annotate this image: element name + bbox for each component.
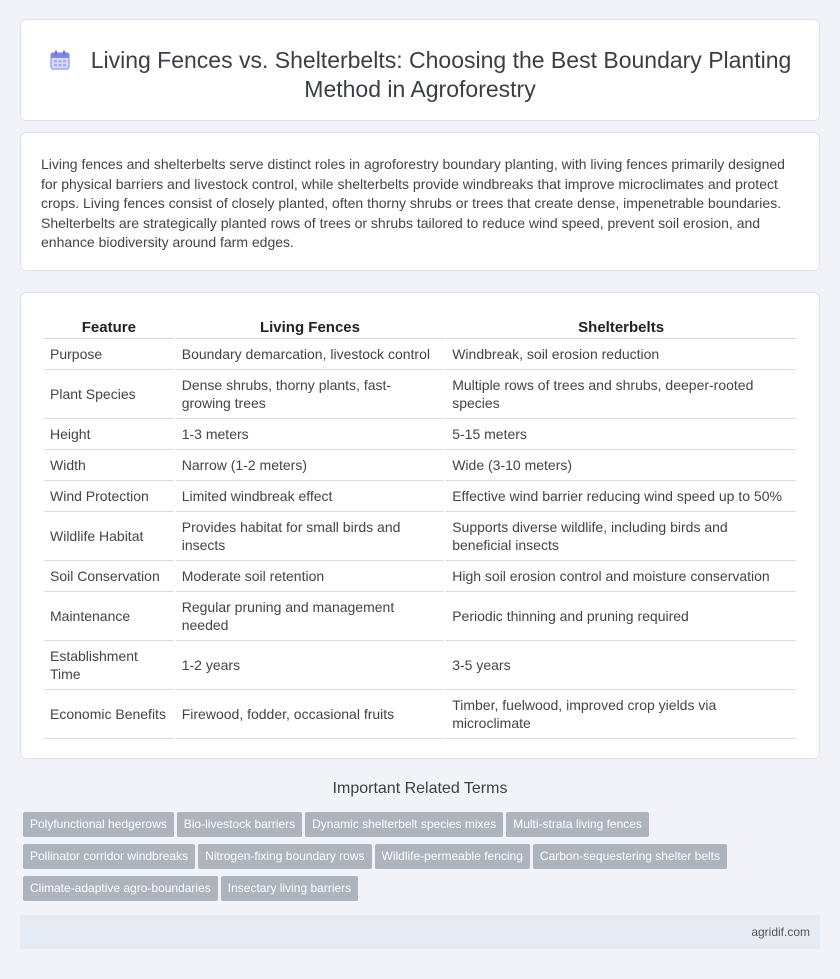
shelterbelts-cell: High soil erosion control and moisture conservation	[446, 561, 796, 592]
intro-card	[20, 132, 820, 271]
table-row	[44, 641, 796, 690]
living-fences-cell: 1-2 years	[176, 641, 444, 690]
living-fences-cell: Dense shrubs, thorny plants, fast-growing trees	[176, 370, 444, 419]
feature-cell: Height	[44, 419, 174, 450]
related-term-tag[interactable]: Climate-adaptive agro-boundaries	[23, 876, 218, 901]
feature-cell: Economic Benefits	[44, 690, 174, 739]
header-feature: Feature	[44, 315, 174, 339]
comparison-table	[42, 315, 798, 739]
feature-cell: Wind Protection	[44, 481, 174, 512]
related-term-tag[interactable]: Nitrogen-fixing boundary rows	[198, 844, 371, 869]
table-row	[44, 481, 796, 512]
related-term-tag[interactable]: Polyfunctional hedgerows	[23, 812, 174, 837]
calendar-icon	[49, 49, 71, 71]
table-row	[44, 419, 796, 450]
living-fences-cell: 1-3 meters	[176, 419, 444, 450]
related-term-tag[interactable]: Wildlife-permeable fencing	[375, 844, 530, 869]
feature-cell: Purpose	[44, 339, 174, 370]
related-term-tag[interactable]: Multi-strata living fences	[506, 812, 649, 837]
related-term-tag[interactable]: Dynamic shelterbelt species mixes	[305, 812, 503, 837]
feature-cell: Soil Conservation	[44, 561, 174, 592]
header-living-fences: Living Fences	[176, 315, 444, 339]
intro-paragraph: Living fences and shelterbelts serve distinct roles in agroforestry boundary planting, with living fences primarily designed for physical barriers and livestock control, while shelterbelts provide windbreaks that improve microclimates and protect crops. Living fences consist of closely planted, often thorny shrubs or trees that create dense, impenetrable boundaries. Shelterbelts are strategically planted rows of trees or shrubs tailored to reduce wind speed, prevent soil erosion, and enhance biodiversity around farm edges.	[41, 156, 785, 251]
table-row	[44, 370, 796, 419]
table-row	[44, 690, 796, 739]
table-row	[44, 450, 796, 481]
feature-cell: Wildlife Habitat	[44, 512, 174, 561]
living-fences-cell: Limited windbreak effect	[176, 481, 444, 512]
shelterbelts-cell: Wide (3-10 meters)	[446, 450, 796, 481]
feature-cell: Maintenance	[44, 592, 174, 641]
title-card	[20, 19, 820, 121]
feature-cell: Plant Species	[44, 370, 174, 419]
shelterbelts-cell: 5-15 meters	[446, 419, 796, 450]
header-shelterbelts: Shelterbelts	[446, 315, 796, 339]
footer-site-link[interactable]: agridif.com	[751, 925, 810, 939]
feature-cell: Establishment Time	[44, 641, 174, 690]
living-fences-cell: Regular pruning and management needed	[176, 592, 444, 641]
related-term-tag[interactable]: Carbon-sequestering shelter belts	[533, 844, 727, 869]
shelterbelts-cell: 3-5 years	[446, 641, 796, 690]
shelterbelts-cell: Supports diverse wildlife, including birds and beneficial insects	[446, 512, 796, 561]
related-terms-list	[23, 812, 783, 908]
living-fences-cell: Boundary demarcation, livestock control	[176, 339, 444, 370]
table-row	[44, 512, 796, 561]
comparison-card	[20, 292, 820, 759]
table-row	[44, 592, 796, 641]
shelterbelts-cell: Windbreak, soil erosion reduction	[446, 339, 796, 370]
table-header-row	[44, 315, 796, 339]
living-fences-cell: Provides habitat for small birds and insects	[176, 512, 444, 561]
related-term-tag[interactable]: Pollinator corridor windbreaks	[23, 844, 195, 869]
shelterbelts-cell: Periodic thinning and pruning required	[446, 592, 796, 641]
related-term-tag[interactable]: Insectary living barriers	[221, 876, 358, 901]
shelterbelts-cell: Timber, fuelwood, improved crop yields via microclimate	[446, 690, 796, 739]
living-fences-cell: Moderate soil retention	[176, 561, 444, 592]
feature-cell: Width	[44, 450, 174, 481]
related-terms-title: Important Related Terms	[332, 780, 508, 797]
table-row	[44, 339, 796, 370]
living-fences-cell: Narrow (1-2 meters)	[176, 450, 444, 481]
footer	[20, 915, 820, 949]
related-term-tag[interactable]: Bio-livestock barriers	[177, 812, 302, 837]
page-title: Living Fences vs. Shelterbelts: Choosing the Best Boundary Planting Method in Agroforestry	[90, 47, 792, 102]
table-row	[44, 561, 796, 592]
living-fences-cell: Firewood, fodder, occasional fruits	[176, 690, 444, 739]
page-title-wrap	[21, 46, 819, 104]
shelterbelts-cell: Effective wind barrier reducing wind speed up to 50%	[446, 481, 796, 512]
shelterbelts-cell: Multiple rows of trees and shrubs, deeper-rooted species	[446, 370, 796, 419]
